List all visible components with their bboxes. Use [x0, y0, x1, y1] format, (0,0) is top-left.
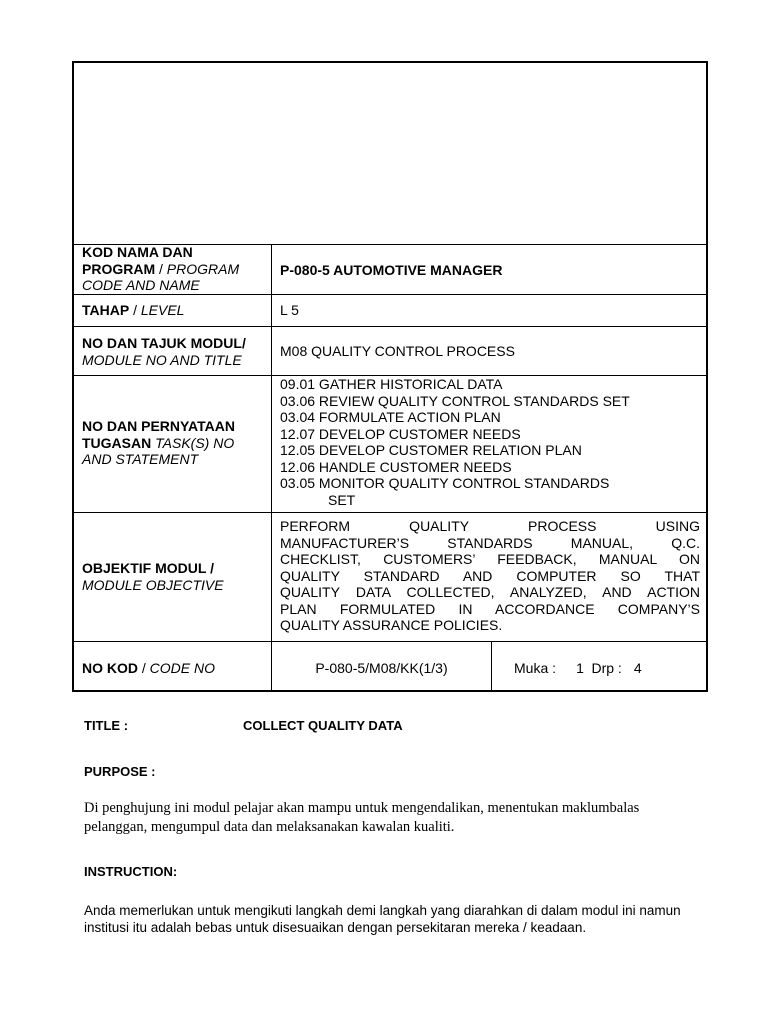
- task-item: 12.07 DEVELOP CUSTOMER NEEDS: [280, 425, 521, 442]
- muka-label: Muka :: [514, 660, 557, 676]
- purpose-line: pelanggan, mengumpul data dan melaksanakan kawalan kualiti.: [84, 819, 455, 835]
- purpose-label: PURPOSE :: [84, 764, 156, 779]
- code-value: P-080-5/M08/KK(1/3): [315, 660, 448, 676]
- objective-line: QUALITY ASSURANCE POLICIES.: [280, 617, 503, 633]
- instruction-label: INSTRUCTION:: [84, 864, 178, 879]
- column-divider: [271, 244, 272, 692]
- title-label: TITLE :: [84, 718, 129, 733]
- objective-line: MANUFACTURER’S STANDARDS MANUAL, Q.C.: [280, 534, 700, 551]
- code-label: NO KOD / CODE NO: [82, 660, 216, 676]
- drp-value: 4: [633, 660, 642, 676]
- objective-line: PERFORM QUALITY PROCESS USING: [280, 518, 700, 534]
- drp-label: Drp :: [591, 660, 622, 676]
- row-divider: [74, 294, 706, 295]
- instruction-line: institusi itu adalah bebas untuk disesuaikan dengan persekitaran mereka / keadaan.: [84, 920, 587, 935]
- row-divider: [74, 326, 706, 327]
- task-item: 09.01 GATHER HISTORICAL DATA: [280, 376, 503, 392]
- task-item: 12.05 DEVELOP CUSTOMER RELATION PLAN: [280, 442, 582, 458]
- level-label: TAHAP / LEVEL: [82, 302, 185, 318]
- task-item: 03.05 MONITOR QUALITY CONTROL STANDARDS: [280, 475, 610, 491]
- instruction-line: Anda memerlukan untuk mengikuti langkah demi langkah yang diarahkan di dalam modul ini namun: [84, 903, 681, 918]
- objective-line: QUALITY DATA COLLECTED, ANALYZED, AND ACTION: [280, 584, 700, 600]
- task-item: 03.04 FORMULATE ACTION PLAN: [280, 409, 501, 425]
- objective-text: [280, 518, 700, 634]
- page-counter: [514, 660, 642, 677]
- task-item: SET: [328, 491, 356, 508]
- module-label: NO DAN TAJUK MODUL/ MODULE NO AND TITLE: [82, 335, 246, 368]
- objective-label: OBJEKTIF MODUL / MODULE OBJECTIVE: [82, 560, 224, 593]
- column-divider: [491, 641, 492, 692]
- title-value: COLLECT QUALITY DATA: [243, 718, 403, 733]
- level-value: L 5: [280, 302, 299, 318]
- task-item: 03.06 REVIEW QUALITY CONTROL STANDARDS SET: [280, 392, 630, 409]
- objective-line: QUALITY STANDARD AND COMPUTER SO THAT: [280, 567, 700, 584]
- tasks-list: [280, 376, 700, 508]
- program-label: KOD NAMA DAN PROGRAM / PROGRAM CODE AND NAME: [82, 244, 240, 293]
- row-divider: [74, 512, 706, 513]
- objective-line: CHECKLIST, CUSTOMERS’ FEEDBACK, MANUAL ON: [280, 551, 700, 567]
- task-item: 12.06 HANDLE CUSTOMER NEEDS: [280, 458, 512, 475]
- muka-value: 1: [576, 660, 584, 676]
- purpose-text: [84, 799, 724, 837]
- objective-line: PLAN FORMULATED IN ACCORDANCE COMPANY’S: [280, 600, 700, 617]
- purpose-line: Di penghujung ini modul pelajar akan mampu untuk mengendalikan, menentukan maklumbalas: [84, 800, 640, 816]
- instruction-text: [84, 902, 734, 936]
- module-info-table: [72, 61, 708, 692]
- row-divider: [74, 641, 706, 642]
- tasks-label: NO DAN PERNYATAAN TUGASAN TASK(S) NO AND STATEMENT: [82, 418, 235, 467]
- module-value: M08 QUALITY CONTROL PROCESS: [280, 343, 515, 359]
- program-value: P-080-5 AUTOMOTIVE MANAGER: [280, 262, 503, 278]
